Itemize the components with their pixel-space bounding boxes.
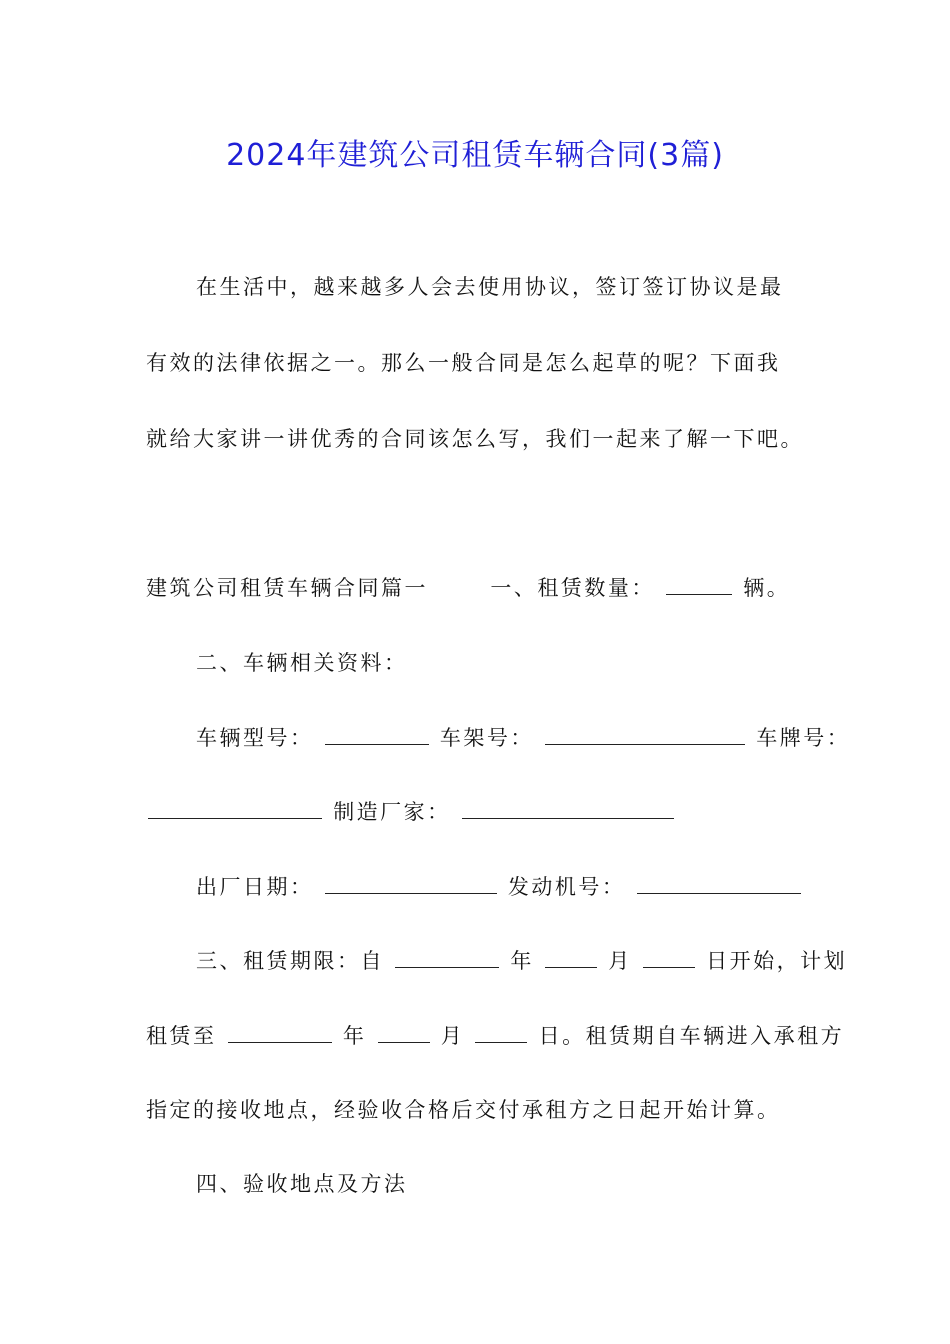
rental-quantity-label: 一、租赁数量： [490, 576, 655, 600]
rental-quantity-unit: 辆。 [743, 576, 791, 600]
vehicle-info-line-2 [146, 796, 676, 826]
section-3-line-2 [146, 1020, 844, 1050]
manufacturer-label: 制造厂家： [333, 800, 451, 824]
section-1-heading: 建筑公司租赁车辆合同篇一 [146, 576, 428, 600]
factory-date-blank [325, 875, 497, 894]
intro-line-3: 就给大家讲一讲优秀的合同该怎么写，我们一起来了解一下吧。 [146, 427, 804, 451]
section-4-heading: 四、验收地点及方法 [196, 1172, 408, 1196]
start-day-blank [643, 949, 695, 968]
lease-term-label: 三、租赁期限：自 [196, 949, 384, 973]
lease-until-label: 租赁至 [146, 1024, 217, 1048]
plate-number-blank [148, 800, 322, 819]
start-year-blank [395, 949, 499, 968]
factory-date-label: 出厂日期： [196, 875, 314, 899]
frame-number-blank [545, 726, 745, 745]
section-3-line-1 [196, 945, 847, 975]
end-day-suffix: 日。租赁期自车辆进入承租方 [538, 1024, 845, 1048]
section-2-heading: 二、车辆相关资料： [196, 651, 408, 675]
frame-number-label: 车架号： [439, 726, 534, 750]
intro-line-2: 有效的法律依据之一。那么一般合同是怎么起草的呢？下面我 [146, 351, 781, 375]
end-month-blank [378, 1024, 430, 1043]
start-day-suffix: 日开始，计划 [706, 949, 848, 973]
start-year-label: 年 [510, 949, 534, 973]
vehicle-info-line-1 [196, 722, 850, 752]
intro-line-1: 在生活中，越来越多人会去使用协议，签订签订协议是最 [196, 275, 784, 299]
engine-number-label: 发动机号： [507, 875, 626, 899]
end-year-blank [228, 1024, 332, 1043]
end-day-blank [475, 1024, 527, 1043]
start-month-blank [545, 949, 597, 968]
start-month-label: 月 [608, 949, 632, 973]
end-year-label: 年 [342, 1024, 367, 1048]
section-3-line-3: 指定的接收地点，经验收合格后交付承租方之日起开始计算。 [146, 1098, 781, 1122]
document-title: 2024年建筑公司租赁车辆合同(3篇) [226, 138, 724, 173]
vehicle-model-blank [325, 726, 429, 745]
rental-quantity-blank [666, 576, 732, 595]
vehicle-info-line-3 [196, 871, 803, 901]
end-month-label: 月 [440, 1024, 465, 1048]
vehicle-model-label: 车辆型号： [196, 726, 314, 750]
engine-number-blank [637, 875, 801, 894]
manufacturer-blank [462, 800, 674, 819]
section-1-line [146, 572, 790, 602]
plate-number-label: 车牌号： [756, 726, 851, 750]
